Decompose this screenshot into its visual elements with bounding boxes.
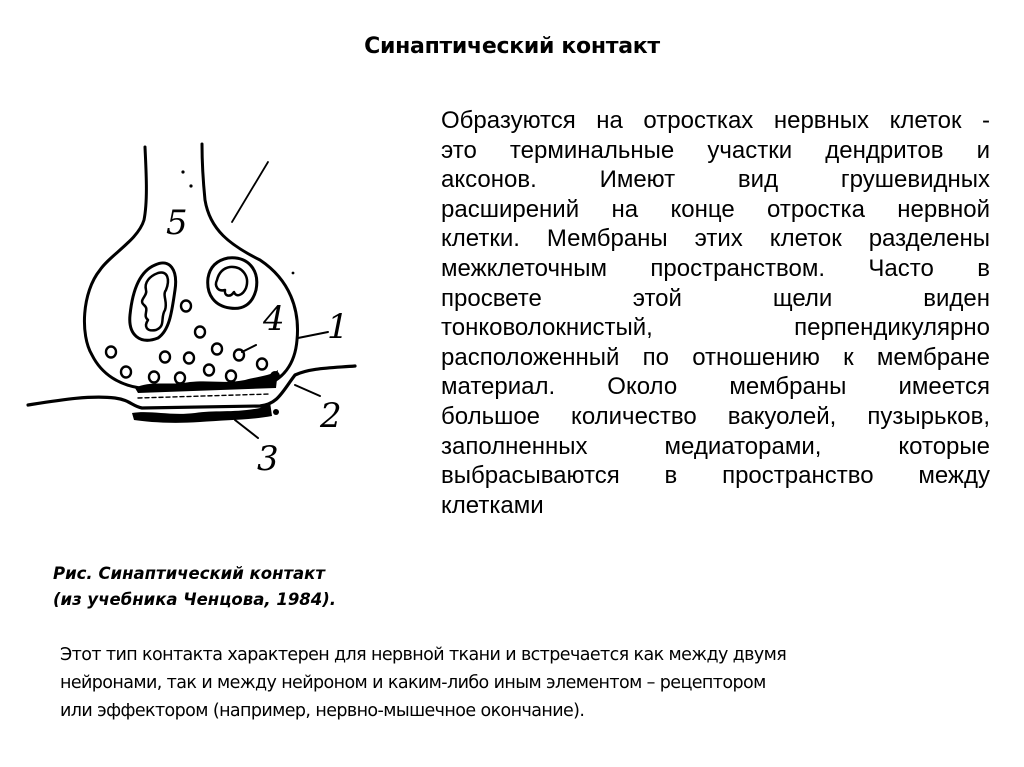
leader-line-1 (298, 332, 328, 338)
body-line: большое количество вакуолей, пузырьков, (441, 402, 990, 430)
footer-paragraph (60, 641, 960, 725)
body-line: расширений на конце отростка нервной (441, 195, 990, 223)
body-line: заполненных медиаторами, которые (441, 432, 990, 460)
body-line: аксонов. Имеют вид грушевидных (441, 166, 990, 194)
body-line: выбрасываются в пространство между (441, 462, 990, 490)
body-line: просвете этой щели виден (441, 284, 990, 312)
annotation-line-top (232, 162, 268, 222)
body-line: Образуются на отростках нервных клеток - (441, 107, 990, 134)
body-line: клетками (441, 491, 544, 519)
footer-line: Этот тип контакта характерен для нервной ткани и встречается как между двумя (60, 645, 787, 665)
figure-caption (53, 561, 336, 613)
mitochondrion-left-inner (142, 272, 168, 330)
label-1: 1 (327, 307, 349, 347)
synaptic-cleft (138, 394, 270, 398)
body-line: межклеточным пространством. Часто в (441, 254, 990, 282)
label-4: 4 (263, 299, 285, 339)
body-line: клетки. Мембраны этих клеток разделены (441, 225, 990, 253)
leader-line-3 (235, 420, 258, 438)
body-line: расположенный по отношению к мембране (441, 343, 990, 371)
label-3: 3 (257, 439, 279, 479)
label-5: 5 (166, 203, 188, 243)
leader-line-4 (242, 345, 256, 352)
label-2: 2 (320, 396, 342, 436)
footer-line: нейронами, так и между нейроном и каким-либо иным элементом – рецептором (60, 673, 766, 693)
slide-title: Синаптический контакт (364, 34, 660, 59)
caption-line: (из учебника Ченцова, 1984). (53, 590, 337, 609)
dense-material (132, 370, 280, 423)
caption-line: Рис. Синаптический контакт (53, 564, 325, 583)
footer-line: или эффектором (например, нервно-мышечное окончание). (60, 701, 585, 721)
synapse-drawing (20, 130, 380, 490)
body-line: это терминальные участки дендритов и (441, 136, 990, 164)
body-line: материал. Около мембраны имеется (441, 373, 990, 401)
body-line: тонковолокнистый, перпендикулярно (441, 314, 990, 342)
leader-line-2 (295, 385, 320, 396)
synapse-diagram (20, 130, 380, 490)
mitochondrion-right-inner (216, 267, 247, 296)
description-paragraph (441, 106, 990, 520)
